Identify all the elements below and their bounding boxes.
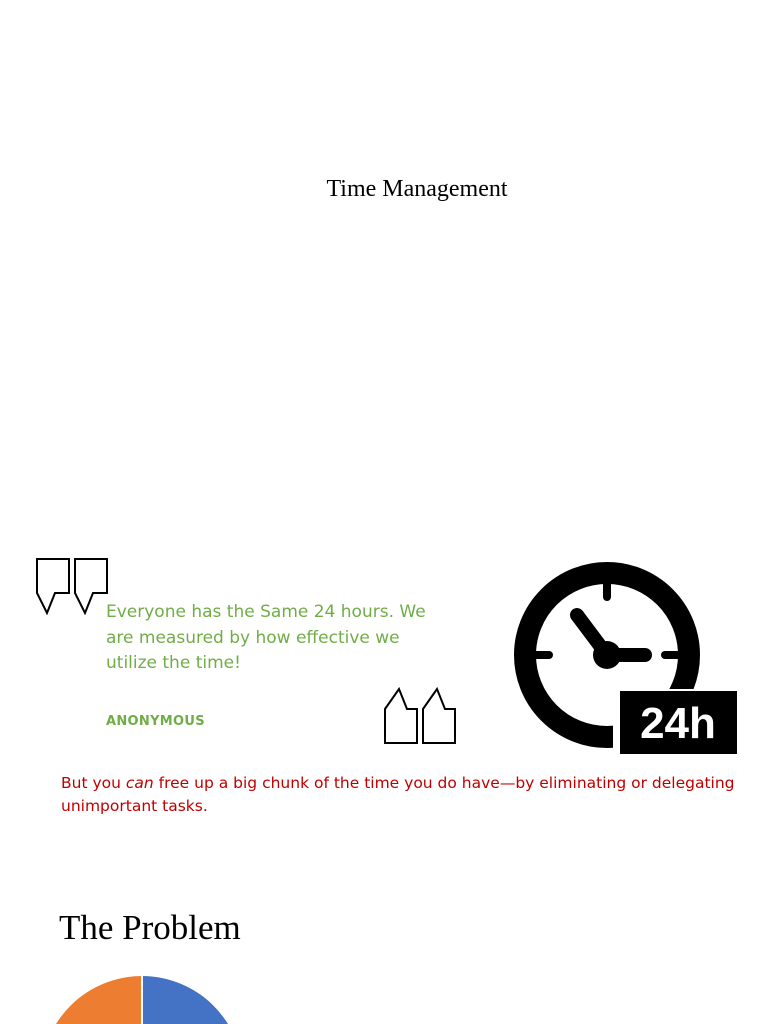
clock-badge-text: 24h [640, 699, 716, 748]
note-text-emphasis: can [125, 774, 154, 792]
document-title: Time Management [326, 176, 508, 202]
pie-slice-2 [41, 976, 142, 1024]
clock-24h-icon [513, 561, 739, 757]
quote-text: Everyone has the Same 24 hours. We are measured by how effective we utilize the time! [106, 602, 426, 673]
note-text [61, 772, 751, 818]
note-text-after: free up a big chunk of the time you do have—by eliminating or delegating unimportant tasks. [61, 774, 735, 815]
problem-pie-chart [40, 975, 244, 1024]
pie-slice-1 [142, 976, 243, 1024]
open-quote-icon [35, 557, 109, 615]
section-heading: The Problem [59, 908, 241, 947]
note-text-before: But you [61, 774, 126, 792]
close-quote-icon [383, 687, 457, 745]
quote-author: ANONYMOUS [106, 714, 205, 729]
